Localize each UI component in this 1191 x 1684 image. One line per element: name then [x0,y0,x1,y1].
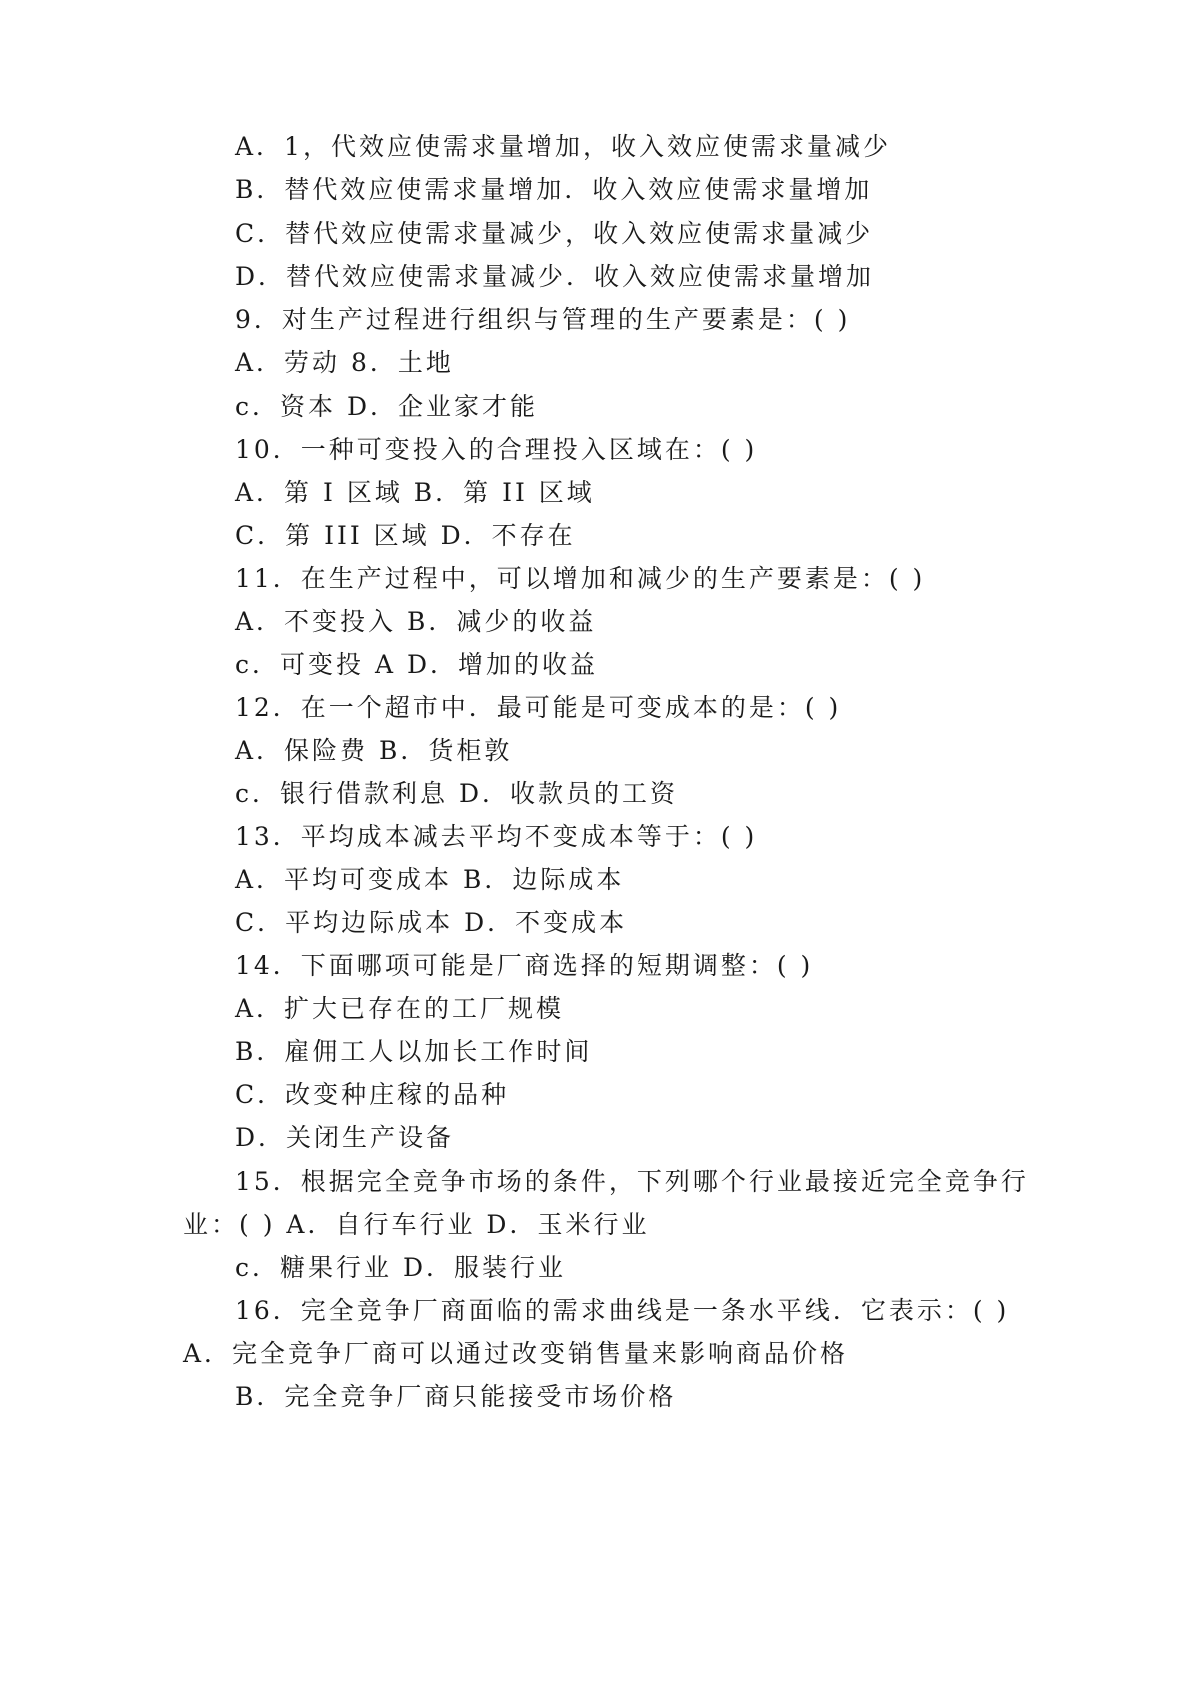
option-line: C．改变种庄稼的品种 [235,1080,510,1109]
option-line: c．资本 D．企业家才能 [235,392,538,421]
question-10: 10．一种可变投入的合理投入区域在：( ) [235,435,758,464]
question-13: 13．平均成本减去平均不变成本等于：( ) [235,822,758,851]
question-14: 14．下面哪项可能是厂商选择的短期调整：( ) [235,951,814,980]
option-line: B．雇佣工人以加长工作时间 [235,1037,593,1066]
question-15: 15．根据完全竞争市场的条件，下列哪个行业最接近完全竞争行 [235,1167,1029,1196]
option-line: A．不变投入 B．减少的收益 [235,607,597,636]
option-line: B．完全竞争厂商只能接受市场价格 [235,1382,677,1411]
option-line: D．替代效应使需求量减少．收入效应使需求量增加 [235,262,875,291]
option-line: B．替代效应使需求量增加．收入效应使需求量增加 [235,175,873,204]
option-line: A．劳动 8．土地 [235,348,454,377]
option-line: c．可变投 A D．增加的收益 [235,650,598,679]
option-line: C．平均边际成本 D．不变成本 [235,908,628,937]
option-line: A．平均可变成本 B．边际成本 [235,865,625,894]
option-line: c．银行借款利息 D．收款员的工资 [235,779,678,808]
question-15-continued: 业：( ) A．自行车行业 D．玉米行业 [183,1210,650,1239]
option-line: A．扩大已存在的工厂规模 [235,994,565,1023]
question-11: 11．在生产过程中，可以增加和减少的生产要素是：( ) [235,564,926,593]
option-line: A．保险费 B．货柜敦 [235,736,513,765]
option-line: A．完全竞争厂商可以通过改变销售量来影响商品价格 [183,1339,849,1368]
option-line: D．关闭生产设备 [235,1123,455,1152]
option-line: C．替代效应使需求量减少，收入效应使需求量减少 [235,219,874,248]
option-line: A．1，代效应使需求量增加，收入效应使需求量减少 [235,132,891,161]
option-line: A．第 I 区域 B．第 II 区域 [235,478,595,507]
option-line: c．糖果行业 D．服装行业 [235,1253,566,1282]
question-16: 16．完全竞争厂商面临的需求曲线是一条水平线．它表示：( ) [235,1296,1010,1325]
question-9: 9．对生产过程进行组织与管理的生产要素是：( ) [235,305,851,334]
question-12: 12．在一个超市中．最可能是可变成本的是：( ) [235,693,842,722]
option-line: C．第 III 区域 D．不存在 [235,521,576,550]
